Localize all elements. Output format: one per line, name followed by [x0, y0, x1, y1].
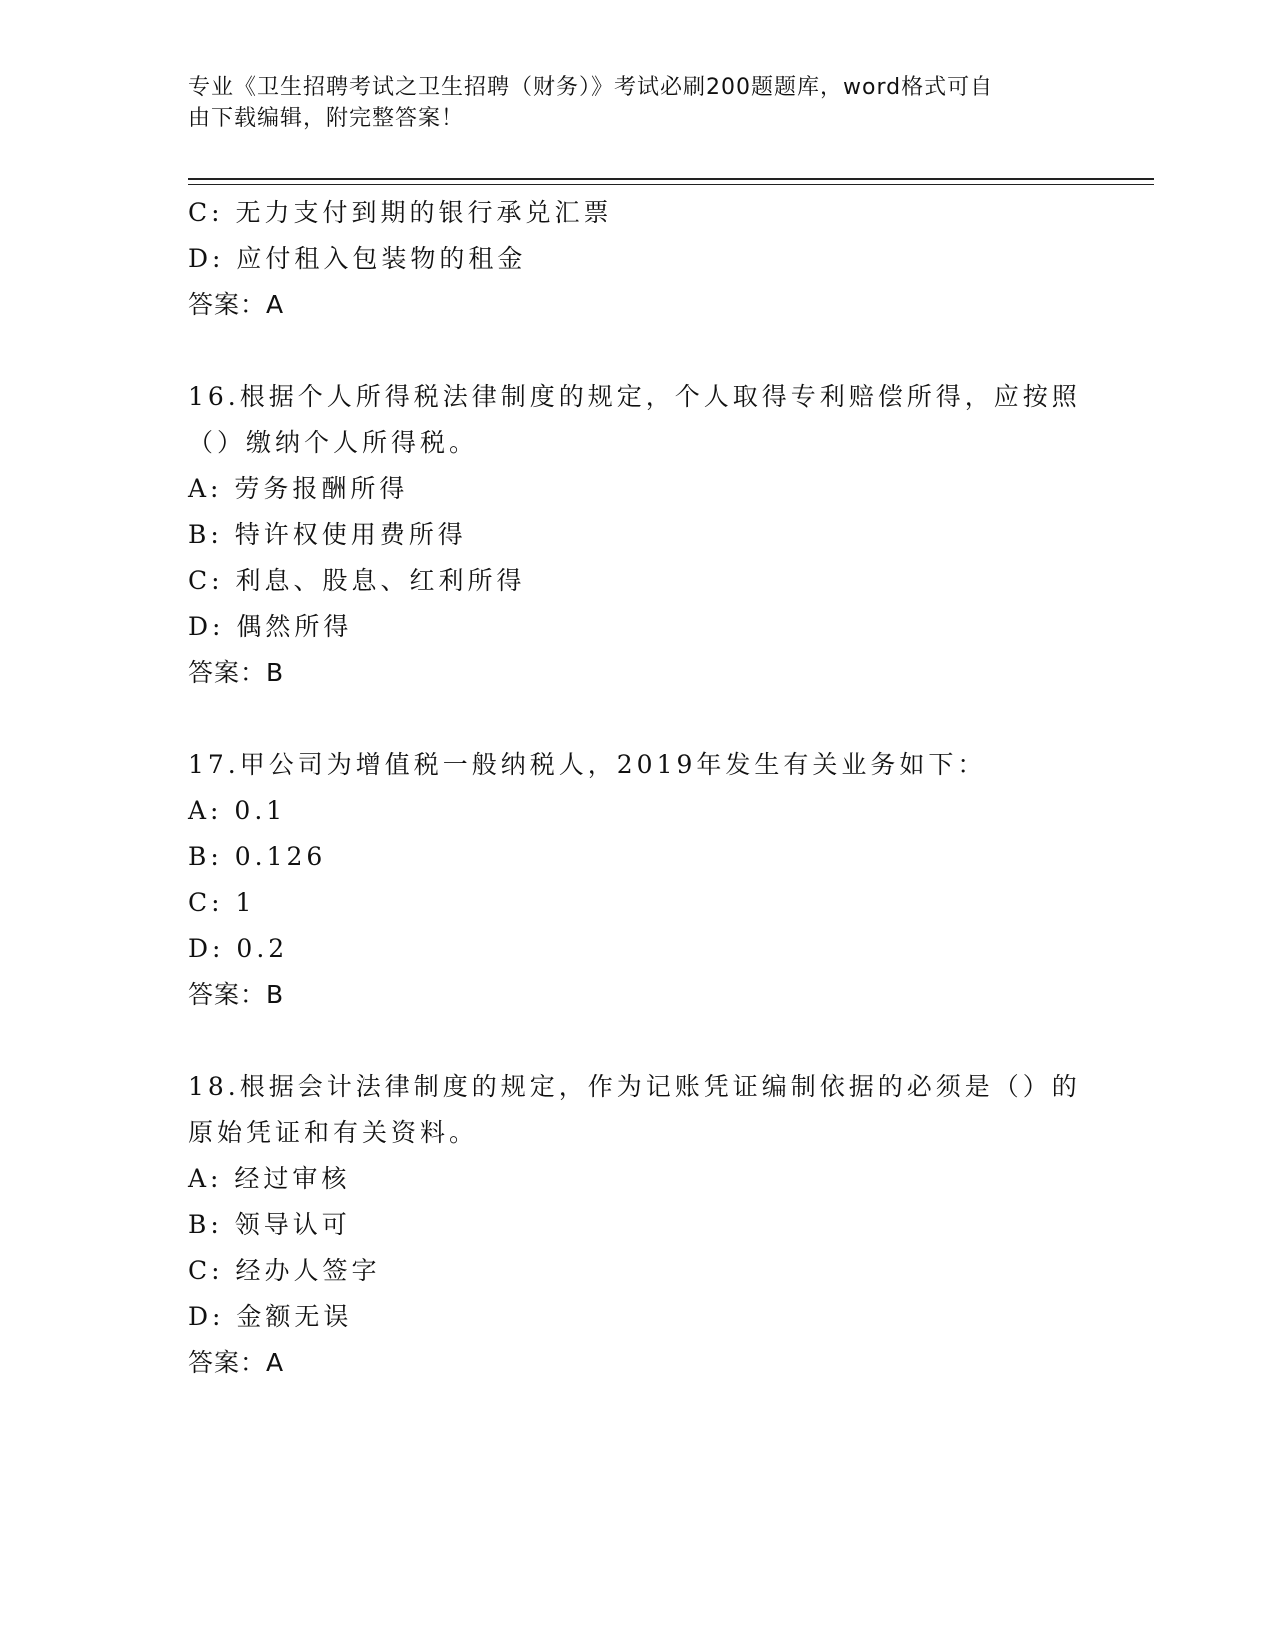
spacer [188, 1018, 1088, 1064]
spacer [188, 696, 1088, 742]
question-text-line: 16.根据个人所得税法律制度的规定，个人取得专利赔偿所得，应按照 [188, 382, 1081, 411]
question-16 [188, 374, 1088, 696]
option-d: D: 0.2 [188, 934, 289, 963]
option-a: A: 劳务报酬所得 [188, 474, 409, 503]
question-17 [188, 742, 1088, 1018]
option-d: D: 偶然所得 [188, 612, 353, 641]
option-b: B: 特许权使用费所得 [188, 520, 467, 549]
answer-line: 答案：B [188, 980, 285, 1009]
answer-line: 答案：A [188, 290, 285, 319]
option-a: A: 经过审核 [188, 1164, 351, 1193]
question-18 [188, 1064, 1088, 1386]
option-d: D: 应付租入包装物的租金 [188, 244, 527, 273]
option-c: C: 利息、股息、红利所得 [188, 566, 526, 595]
question-text-line: 18.根据会计法律制度的规定，作为记账凭证编制依据的必须是（）的 [188, 1072, 1081, 1101]
option-a: A: 0.1 [188, 796, 287, 825]
header-line-1: 专业《卫生招聘考试之卫生招聘（财务）》考试必刷200题题库，word格式可自 [188, 75, 994, 100]
option-c: C: 经办人签字 [188, 1256, 381, 1285]
option-c: C: 1 [188, 888, 256, 917]
header-divider-thin [188, 184, 1154, 185]
question-text-line: 原始凭证和有关资料。 [188, 1118, 479, 1147]
option-c: C: 无力支付到期的银行承兑汇票 [188, 198, 613, 227]
question-text-line: （）缴纳个人所得税。 [188, 428, 479, 457]
answer-line: 答案：B [188, 658, 285, 687]
option-b: B: 领导认可 [188, 1210, 351, 1239]
header-line-2: 由下载编辑，附完整答案！ [188, 106, 465, 131]
document-header [188, 72, 1068, 134]
question-content [188, 190, 1088, 1386]
header-divider-thick [188, 178, 1154, 180]
option-b: B: 0.126 [188, 842, 327, 871]
question-15-tail [188, 190, 1088, 328]
question-text-line: 17.甲公司为增值税一般纳税人，2019年发生有关业务如下： [188, 750, 987, 779]
spacer [188, 328, 1088, 374]
answer-line: 答案：A [188, 1348, 285, 1377]
option-d: D: 金额无误 [188, 1302, 353, 1331]
